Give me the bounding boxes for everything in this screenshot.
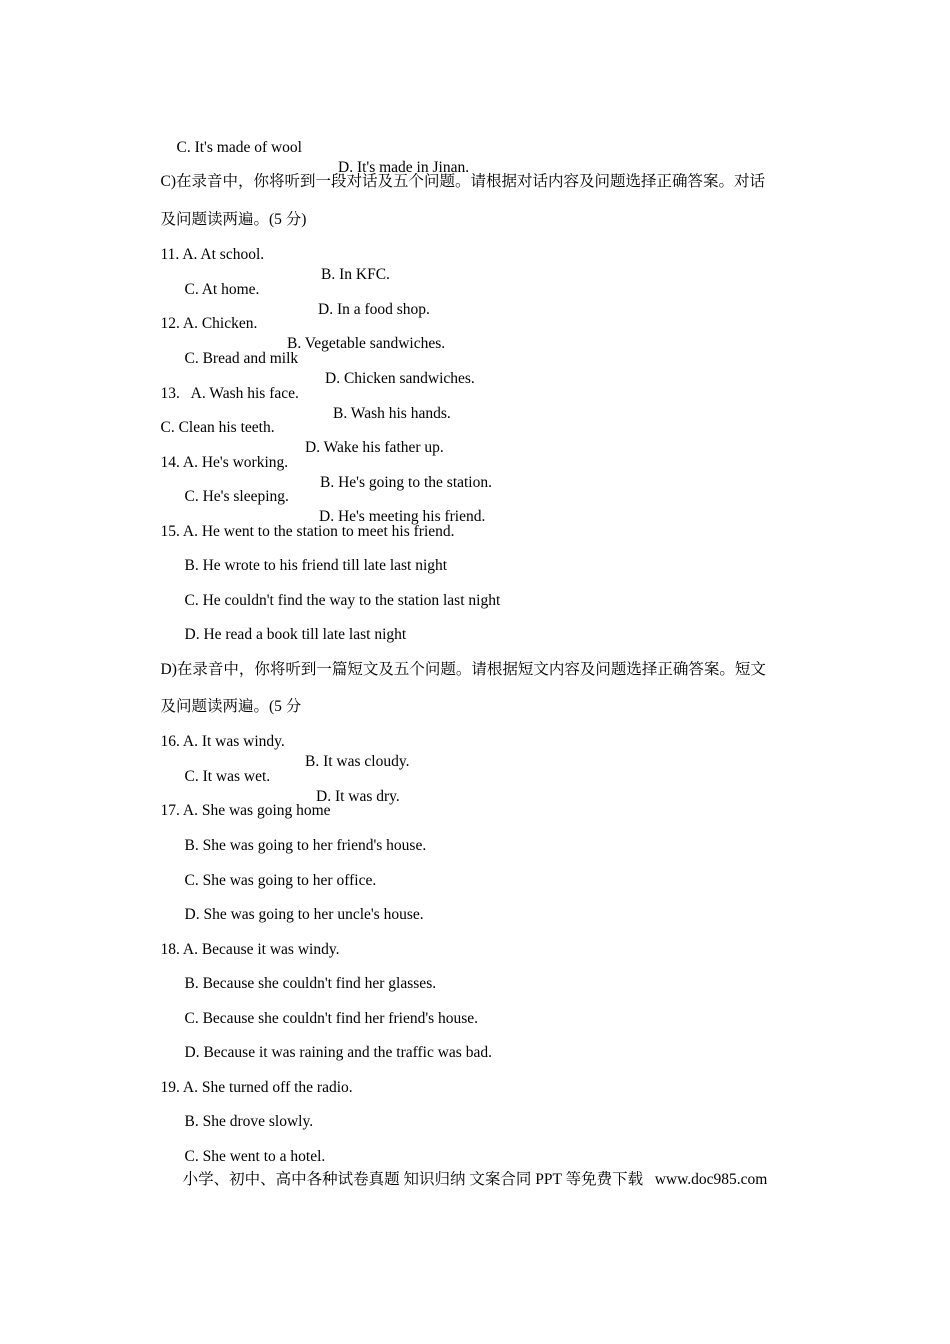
question-13-options-cd: C. Clean his teeth. D. Wake his father up. <box>160 419 444 456</box>
question-18-option-c: C. Because she couldn't find her friend's house. <box>184 1010 479 1027</box>
question-15-option-c: C. He couldn't find the way to the station last night <box>184 592 501 609</box>
option-d: D. It's made in Jinan. <box>338 159 470 176</box>
question-17-option-d: D. She was going to her uncle's house. <box>184 906 424 923</box>
question-17: 17. A. She was going home <box>160 802 331 819</box>
option-c: C. It's made of wool <box>176 139 302 156</box>
page-footer: 小学、初中、高中各种试卷真题 知识归纳 文案合同 PPT 等免费下载 www.doc985.com <box>182 1171 768 1188</box>
question-16: 16. A. It was windy. B. It was cloudy. <box>160 733 410 770</box>
question-16-options-cd: C. It was wet. D. It was dry. <box>184 768 400 805</box>
question-14: 14. A. He's working. B. He's going to the station. <box>160 454 492 491</box>
question-14-options-cd: C. He's sleeping. D. He's meeting his friend. <box>184 488 486 525</box>
section-d-instructions: D)在录音中，你将听到一篇短文及五个问题。请根据短文内容及问题选择正确答案。短文 <box>160 661 766 678</box>
question-17-option-c: C. She was going to her office. <box>184 872 377 889</box>
question-19-option-b: B. She drove slowly. <box>184 1113 314 1130</box>
section-c-instructions-cont: 及问题读两遍。(5 分) <box>160 211 307 228</box>
question-18: 18. A. Because it was windy. <box>160 941 340 958</box>
question-19: 19. A. She turned off the radio. <box>160 1079 353 1096</box>
question-13: 13. A. Wash his face. B. Wash his hands. <box>160 385 451 422</box>
question-11-options-cd: C. At home. D. In a food shop. <box>184 281 430 318</box>
question-12-options-cd: C. Bread and milk D. Chicken sandwiches. <box>184 350 475 387</box>
section-c-instructions: C)在录音中，你将听到一段对话及五个问题。请根据对话内容及问题选择正确答案。对话 <box>160 173 766 190</box>
question-15-option-d: D. He read a book till late last night <box>184 626 407 643</box>
question-18-option-b: B. Because she couldn't find her glasses. <box>184 975 437 992</box>
section-d-instructions-cont: 及问题读两遍。(5 分 <box>160 698 302 715</box>
question-18-option-d: D. Because it was raining and the traffic was bad. <box>184 1044 492 1061</box>
question-11: 11. A. At school. B. In KFC. <box>160 246 390 283</box>
question-17-option-b: B. She was going to her friend's house. <box>184 837 427 854</box>
question-12: 12. A. Chicken. B. Vegetable sandwiches. <box>160 315 446 352</box>
question-15-option-b: B. He wrote to his friend till late last night <box>184 557 448 574</box>
question-19-option-c: C. She went to a hotel. <box>184 1148 326 1165</box>
question-15: 15. A. He went to the station to meet his friend. <box>160 523 455 540</box>
